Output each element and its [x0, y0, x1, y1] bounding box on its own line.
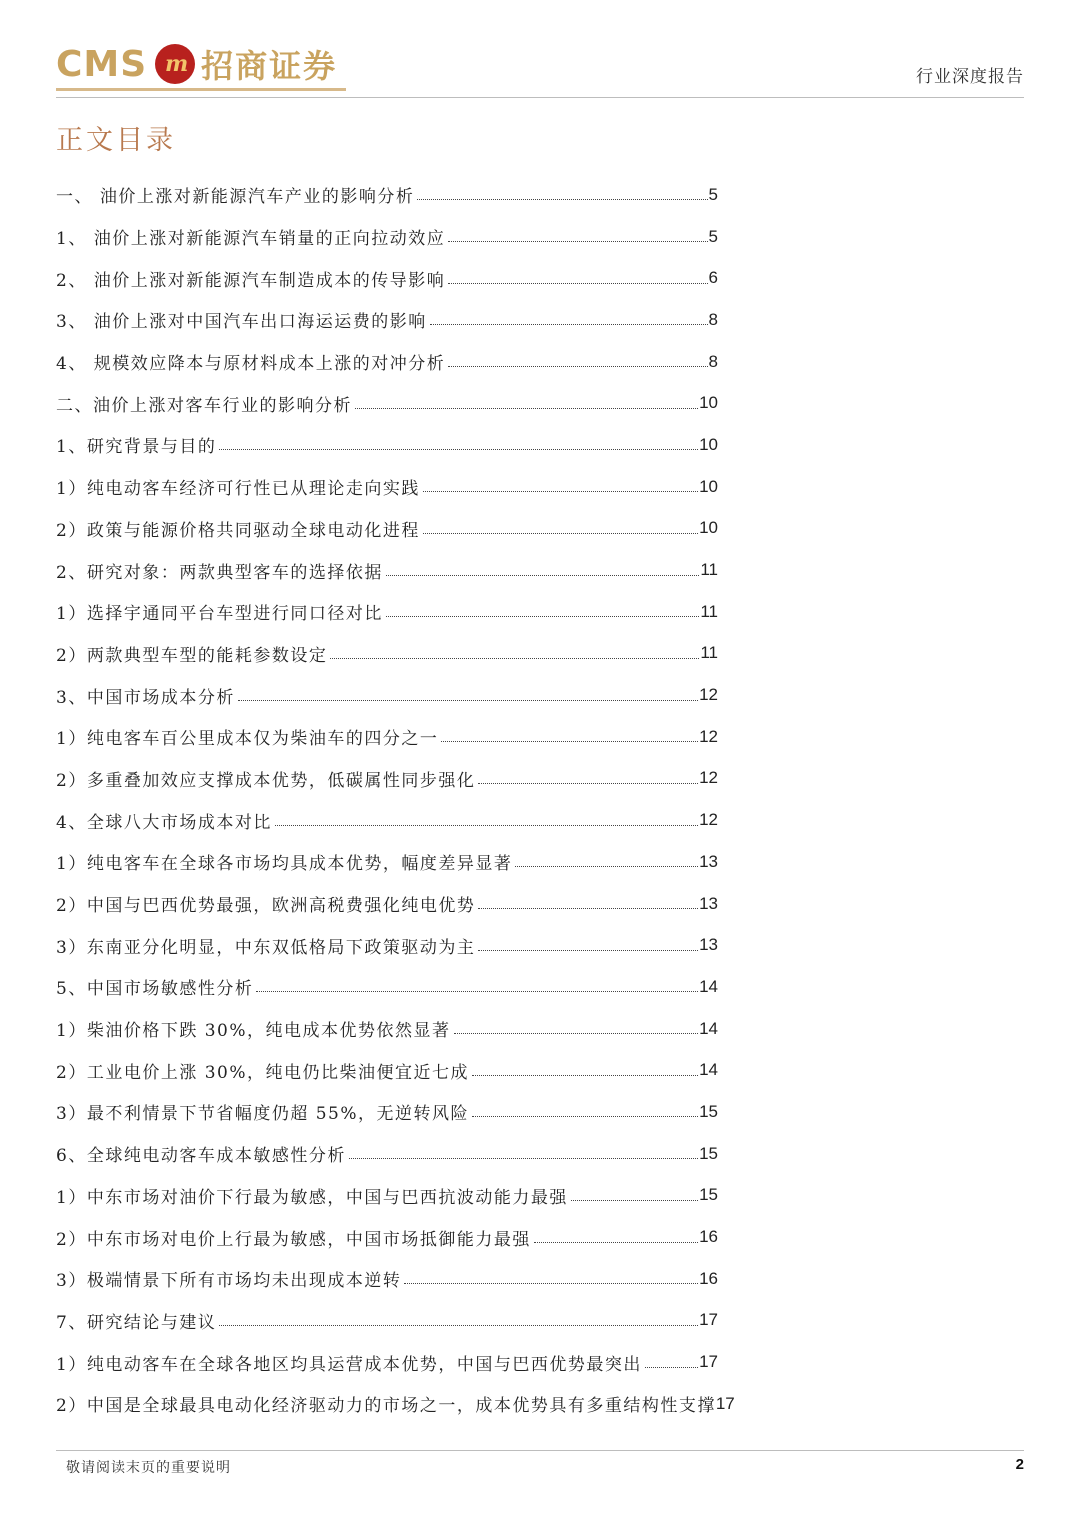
- toc-page-number: 15: [699, 1185, 718, 1205]
- toc-dot-leader: [275, 825, 698, 826]
- toc-page-number: 14: [699, 976, 718, 996]
- toc-entry-label[interactable]: 1）纯电动客车在全球各地区均具运营成本优势，中国与巴西优势最突出: [56, 1354, 642, 1375]
- toc-dot-leader: [256, 991, 698, 992]
- toc-page-number: 5: [708, 226, 718, 246]
- toc-dot-leader: [448, 366, 707, 367]
- toc-dot-leader: [472, 1075, 698, 1076]
- toc-entry-label[interactable]: 1、研究背景与目的: [56, 437, 217, 458]
- logo-cms-text: CMS: [56, 43, 148, 85]
- toc-dot-leader: [478, 950, 698, 951]
- toc-page-number: 12: [699, 726, 718, 746]
- toc-entry-label[interactable]: 1）纯电客车在全球各市场均具成本优势，幅度差异显著: [56, 854, 513, 875]
- toc-dot-leader: [219, 449, 698, 450]
- toc-entry-label[interactable]: 2）中国是全球最具电动化经济驱动力的市场之一，成本优势具有多重结构性支撑: [56, 1396, 716, 1417]
- toc-entry-label[interactable]: 3、 油价上涨对中国汽车出口海运运费的影响: [56, 312, 427, 333]
- toc-entry-label[interactable]: 2）多重叠加效应支撑成本优势，低碳属性同步强化: [56, 770, 476, 791]
- toc-page-number: 17: [699, 1352, 718, 1372]
- toc-entry-label[interactable]: 7、研究结论与建议: [56, 1312, 217, 1333]
- toc-page-number: 10: [699, 476, 718, 496]
- toc-page-number: 13: [699, 851, 718, 871]
- toc-page-number: 13: [699, 893, 718, 913]
- toc-page-number: 8: [708, 351, 718, 371]
- toc-dot-leader: [430, 324, 708, 325]
- toc-entry-label[interactable]: 5、中国市场敏感性分析: [56, 979, 254, 1000]
- toc-entry-label[interactable]: 3）东南亚分化明显，中东双低格局下政策驱动为主: [56, 937, 476, 958]
- toc-page-number: 14: [699, 1060, 718, 1080]
- footer-disclaimer-note: 敬请阅读末页的重要说明: [66, 1460, 231, 1476]
- toc-page-number: 11: [700, 601, 718, 621]
- toc-dot-leader: [534, 1242, 698, 1243]
- toc-entry-label[interactable]: 2）两款典型车型的能耗参数设定: [56, 645, 328, 666]
- toc-entry-label[interactable]: 2）中国与巴西优势最强，欧洲高税费强化纯电优势: [56, 896, 476, 917]
- toc-entry-label[interactable]: 1）中东市场对油价下行最为敏感，中国与巴西抗波动能力最强: [56, 1187, 568, 1208]
- toc-page-number: 15: [699, 1101, 718, 1121]
- toc-page-number: 17: [699, 1310, 718, 1330]
- toc-entry-label[interactable]: 1）纯电客车百公里成本仅为柴油车的四分之一: [56, 729, 439, 750]
- toc-page-number: 6: [708, 268, 718, 288]
- toc-page-number: 11: [700, 643, 718, 663]
- toc-entry-label[interactable]: 二、油价上涨对客车行业的影响分析: [56, 395, 352, 416]
- page-header: [56, 36, 1024, 98]
- toc-dot-leader: [386, 616, 700, 617]
- report-type-label: 行业深度报告: [916, 67, 1024, 87]
- toc-dot-leader: [423, 491, 698, 492]
- logo-emblem-icon: [155, 44, 195, 84]
- toc-page-number: 10: [699, 393, 718, 413]
- toc-dot-leader: [454, 1033, 699, 1034]
- toc-entry-label[interactable]: 4、全球八大市场成本对比: [56, 812, 272, 833]
- toc-dot-leader: [478, 908, 698, 909]
- toc-dot-leader: [404, 1283, 698, 1284]
- toc-dot-leader: [417, 199, 707, 200]
- toc-dot-leader: [386, 575, 700, 576]
- toc-entry-label[interactable]: 1）柴油价格下跌 30%，纯电成本优势依然显著: [56, 1021, 451, 1042]
- toc-page-number: 16: [699, 1227, 718, 1247]
- toc-dot-leader: [571, 1200, 698, 1201]
- footer-divider: [56, 1450, 1024, 1451]
- toc-page-number: 13: [699, 935, 718, 955]
- toc-entry-label[interactable]: 2、 油价上涨对新能源汽车制造成本的传导影响: [56, 270, 446, 291]
- logo-underline: [56, 88, 346, 91]
- toc-entry-label[interactable]: 3）最不利情景下节省幅度仍超 55%，无逆转风险: [56, 1104, 470, 1125]
- logo-emblem-glyph: m: [165, 51, 186, 77]
- toc-dot-leader: [238, 700, 698, 701]
- toc-dot-leader: [515, 866, 698, 867]
- page-title: 正文目录: [56, 125, 176, 156]
- toc-page-number: 12: [699, 810, 718, 830]
- toc-page-number: 11: [700, 560, 718, 580]
- toc-page-number: 14: [699, 1018, 718, 1038]
- toc-dot-leader: [472, 1116, 698, 1117]
- toc-entry-label[interactable]: 2）政策与能源价格共同驱动全球电动化进程: [56, 520, 420, 541]
- toc-page-number: 5: [708, 184, 718, 204]
- toc-entry-label[interactable]: 1、 油价上涨对新能源汽车销量的正向拉动效应: [56, 229, 446, 250]
- cms-logo: [56, 40, 337, 88]
- table-of-contents: [56, 174, 776, 1425]
- toc-page-number: 8: [708, 309, 718, 329]
- header-divider: [56, 97, 1024, 98]
- toc-dot-leader: [448, 241, 707, 242]
- toc-dot-leader: [349, 1158, 698, 1159]
- toc-dot-leader: [478, 783, 698, 784]
- toc-dot-leader: [448, 283, 707, 284]
- toc-dot-leader: [441, 741, 698, 742]
- toc-entry-label[interactable]: 4、 规模效应降本与原材料成本上涨的对冲分析: [56, 354, 446, 375]
- toc-entry-label[interactable]: 6、全球纯电动客车成本敏感性分析: [56, 1146, 346, 1167]
- toc-page-number: 12: [699, 685, 718, 705]
- logo-company-name: 招商证券: [201, 47, 338, 85]
- toc-entry-label[interactable]: 3）极端情景下所有市场均未出现成本逆转: [56, 1271, 402, 1292]
- toc-entry-label[interactable]: 2）中东市场对电价上行最为敏感，中国市场抵御能力最强: [56, 1229, 531, 1250]
- toc-page-number: 17: [715, 1393, 735, 1413]
- toc-page-number: 16: [699, 1268, 718, 1288]
- toc-entry-label[interactable]: 2）工业电价上涨 30%，纯电仍比柴油便宜近七成: [56, 1062, 470, 1083]
- toc-dot-leader: [219, 1325, 698, 1326]
- toc-page-number: 10: [699, 518, 718, 538]
- toc-dot-leader: [423, 533, 698, 534]
- toc-page-number: 10: [699, 434, 718, 454]
- toc-dot-leader: [645, 1367, 698, 1368]
- page-number: 2: [1015, 1456, 1024, 1473]
- toc-page-number: 15: [699, 1143, 718, 1163]
- toc-dot-leader: [355, 408, 698, 409]
- toc-dot-leader: [330, 658, 699, 659]
- toc-page-number: 12: [699, 768, 718, 788]
- toc-entry-label[interactable]: 2、研究对象：两款典型客车的选择依据: [56, 562, 383, 583]
- toc-entry-label[interactable]: 1）纯电动客车经济可行性已从理论走向实践: [56, 479, 420, 500]
- toc-entry-label[interactable]: 1）选择宇通同平台车型进行同口径对比: [56, 604, 383, 625]
- toc-entry-label[interactable]: 一、 油价上涨对新能源汽车产业的影响分析: [56, 187, 415, 208]
- toc-entry-label[interactable]: 3、中国市场成本分析: [56, 687, 235, 708]
